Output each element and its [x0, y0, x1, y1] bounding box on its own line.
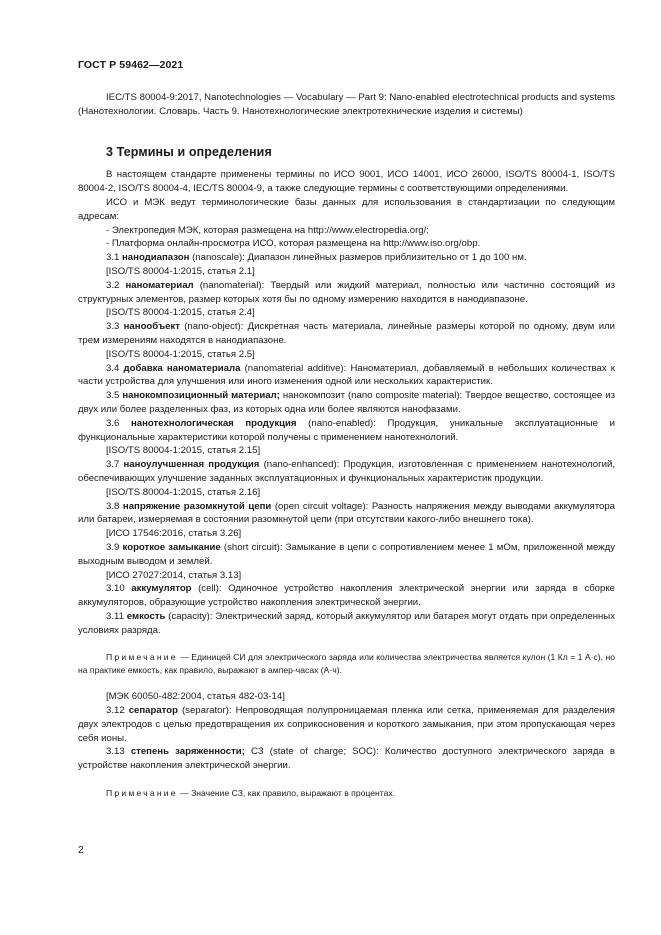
term-entry — [78, 251, 615, 265]
term-name: емкость — [126, 610, 166, 622]
note-text: — Единицей СИ для электрического заряда или количества электричества является кулон (1 Кл = 1 А·с), но на практике емкость, как правило, выражают в ампер-часах (А·ч). — [78, 652, 615, 675]
term-entry — [78, 389, 615, 417]
term-name: аккумулятор — [131, 583, 192, 595]
term-entry — [78, 541, 615, 569]
note-text: — Значение СЗ, как правило, выражают в процентах. — [177, 788, 396, 799]
term-number: 3.2 — [106, 279, 120, 291]
term-name: наноулучшенная продукция — [123, 459, 260, 471]
term-number: 3.12 — [106, 705, 125, 717]
term-definition: (separator): Непроводящая полупроницаемая пленка или сетка, применяемая для разделения двух электродов с целью предотвращения их соприкосновения и короткого замыкания, при этом пропускающая через себя ионы. — [78, 705, 615, 744]
term-number: 3.13 — [106, 746, 125, 758]
term-definition: (nanomaterial additive): Наноматериал, добавляемый в небольших количествах к части устройства для улучшения или иного изменения одной или нескольких характеристик. — [78, 362, 616, 388]
term-name: сепаратор — [128, 705, 178, 717]
term-number: 3.5 — [106, 390, 120, 402]
term-entry — [78, 362, 615, 390]
section-paragraph: ИСО и МЭК ведут терминологические базы данных для использования в стандартизации по следующим адресам: — [78, 196, 615, 222]
term-source: [ISO/TS 80004-1:2015, статья 2.16] — [106, 486, 261, 498]
term-number: 3.10 — [106, 583, 125, 595]
term-entry — [78, 320, 615, 348]
term-number: 3.4 — [106, 362, 120, 374]
term-number: 3.6 — [106, 417, 120, 429]
term-definition: нанокомпозит (nano composite material): Твердое вещество, состоящее из двух или более разделенных фаз, из которых одна или более являются нанофазами. — [78, 390, 615, 415]
term-number: 3.11 — [106, 610, 124, 622]
term-entry — [78, 704, 615, 745]
note — [78, 787, 615, 799]
term-source: [ИСО 17546:2016, статья 3.26] — [106, 528, 242, 540]
term-definition: СЗ (state of charge; SOC): Количество доступного электрического заряда в устройстве накопления электрической энергии. — [78, 746, 615, 772]
term-name: нанообъект — [123, 321, 180, 333]
note-label: Примечание — [106, 652, 178, 663]
term-name: нанокомпозиционный материал; — [122, 390, 280, 402]
section-paragraph: В настоящем стандарте применены термины по ИСО 9001, ИСО 14001, ИСО 26000, ISO/TS 80004-1, ISO/TS 80004-2, ISO/TS 80004-4, IEC/TS 80004-9, а также следующие термины с соответствующими определениями. — [78, 169, 615, 195]
term-name: степень заряженности; — [130, 746, 245, 758]
term-entry — [78, 582, 615, 610]
term-number: 3.9 — [106, 541, 120, 553]
term-entry — [78, 279, 615, 307]
term-definition: (capacity): Электрический заряд, который аккумулятор или батарея могут отдать при определенных условиях разряда. — [78, 610, 615, 636]
term-definition: (nano-object): Дискретная часть материала, линейные размеры которой по одному, двум или трем измерениям находятся в нанодиапазоне. — [78, 321, 616, 346]
term-number: 3.1 — [106, 252, 120, 264]
document-header: ГОСТ Р 59462—2021 — [78, 59, 184, 71]
list-item: - Платформа онлайн-просмотра ИСО, которая размещена на http://www.iso.org/obp. — [106, 238, 481, 250]
term-definition: (nanoscale): Диапазон линейных размеров приблизительно от 1 до 100 нм. — [189, 252, 527, 264]
term-source: [МЭК 60050-482:2004, статья 482-03-14] — [106, 691, 285, 703]
term-definition: (nano-enabled): Продукция, уникальные эксплуатационные и функциональные характеристики которой получены с применением нанотехнологий. — [78, 417, 616, 443]
term-number: 3.7 — [106, 459, 120, 471]
term-definition: (short circuit): Замыкание в цепи с сопротивлением менее 1 мОм, приложенной между выходным выводом и землей. — [78, 541, 615, 567]
page-content — [78, 91, 615, 799]
term-entry — [78, 500, 615, 528]
term-name: короткое замыкание — [122, 541, 221, 553]
normative-reference: IEC/TS 80004-9:2017, Nanotechnologies — Vocabulary — Part 9: Nano-enabled electrotechnical products and systems (Нанотехнологии. Словарь. Часть 9. Нанотехнологические электротехнические изделия и системы) — [78, 92, 615, 117]
term-source: [ISO/TS 80004-1:2015, статья 2.15] — [106, 445, 261, 457]
term-definition: (nano-enhanced): Продукция, изготовленная с применением нанотехнологий, обеспечивающих улучшение заданных эксплуатационных и функциональных характеристик продукции. — [78, 459, 615, 484]
term-entry — [78, 610, 615, 638]
term-entry — [78, 745, 615, 773]
note-label: Примечание — [106, 788, 178, 799]
term-source: [ISO/TS 80004-1:2015, статья 2.5] — [106, 348, 255, 360]
term-source: [ИСО 27027:2014, статья 3.13] — [106, 569, 242, 581]
term-name: нанотехнологическая продукция — [130, 417, 297, 429]
list-item: - Электропедия МЭК, которая размещена на http://www.electropedia.org/; — [106, 224, 429, 236]
term-entry — [78, 417, 615, 445]
section-title: 3 Термины и определения — [106, 144, 272, 159]
term-number: 3.3 — [106, 321, 120, 333]
term-name: наноматериал — [125, 279, 194, 291]
note — [78, 651, 615, 676]
term-number: 3.8 — [106, 500, 120, 512]
term-definition: (open circuit voltage): Разность напряжения между выводами аккумулятора или батареи, измеряемая в состоянии разомкнутой цепи (при отсутствии какого-либо внешнего тока). — [78, 500, 615, 526]
term-name: нанодиапазон — [122, 252, 190, 264]
term-name: напряжение разомкнутой цепи — [122, 500, 272, 512]
term-source: [ISO/TS 80004-1:2015, статья 2.1] — [106, 265, 255, 277]
term-source: [ISO/TS 80004-1:2015, статья 2.4] — [106, 307, 255, 319]
term-name: добавка наноматериала — [123, 362, 241, 374]
term-entry — [78, 458, 615, 486]
term-definition: (cell): Одиночное устройство накопления электрической энергии или заряда в сборке аккумуляторов, образующие устройство накопления электрической энергии. — [78, 583, 615, 609]
term-definition: (nanomaterial): Твердый или жидкий материал, полностью или частично состоящий из структурных элементов, размер которых хотя бы по одному измерению находится в нанодиапазоне. — [78, 279, 615, 305]
page-number: 2 — [78, 845, 84, 856]
